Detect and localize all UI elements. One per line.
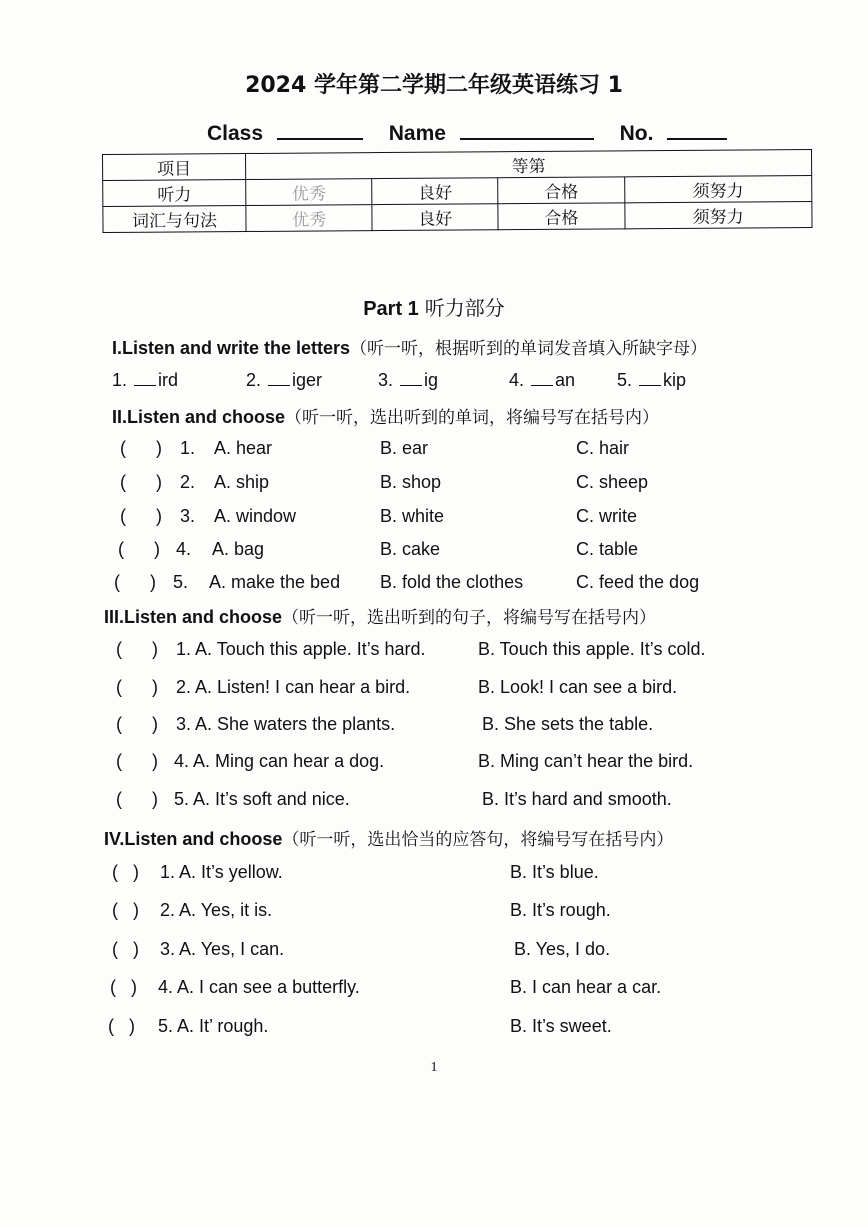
- option-c: C. hair: [576, 438, 630, 458]
- section-heading: [104, 603, 656, 628]
- grade-option[interactable]: 良好: [372, 178, 498, 205]
- grade-table: [102, 149, 813, 233]
- part-title-cn: 听力部分: [424, 296, 505, 320]
- letter-blank[interactable]: [268, 369, 290, 386]
- item-number: 4.: [176, 539, 192, 559]
- item-number: 4.: [509, 370, 525, 390]
- letter-suffix: ird: [158, 370, 179, 390]
- option-b: B. It’s sweet.: [510, 1016, 612, 1036]
- answer-bracket[interactable]: ( ): [114, 572, 156, 592]
- answer-bracket[interactable]: ( ): [112, 900, 139, 920]
- name-blank[interactable]: [460, 118, 594, 140]
- letter-item: [112, 369, 178, 391]
- option-b: B. Look! I can see a bird.: [478, 677, 678, 697]
- section-heading: [104, 825, 673, 850]
- option-b: B. It’s hard and smooth.: [482, 789, 672, 809]
- letter-blank[interactable]: [639, 369, 661, 386]
- part-title: [0, 292, 868, 321]
- option-a: A. ship: [214, 472, 270, 492]
- letter-suffix: an: [555, 370, 576, 390]
- letter-item: [509, 369, 575, 391]
- option-a: 1. A. Touch this apple. It’s hard.: [176, 639, 426, 659]
- section-heading-cn: （听一听，选出恰当的应答句，将编号写在括号内）: [282, 830, 674, 850]
- grade-row-label: 听力: [103, 179, 246, 206]
- answer-bracket[interactable]: ( ): [120, 438, 162, 458]
- item-number: 2.: [246, 370, 262, 390]
- section-heading-cn: （听一听，选出听到的单词，将编号写在括号内）: [285, 408, 660, 428]
- option-b: B. fold the clothes: [380, 572, 524, 592]
- no-label: No.: [619, 122, 654, 145]
- grade-option[interactable]: 优秀: [246, 179, 372, 206]
- answer-bracket[interactable]: ( ): [110, 977, 137, 997]
- letter-item: [617, 369, 686, 391]
- worksheet-title: 2024 学年第二学期二年级英语练习 1: [245, 73, 623, 98]
- option-b: B. Ming can’t hear the bird.: [478, 751, 694, 771]
- section-heading: [112, 403, 659, 428]
- item-number: 3.: [378, 370, 394, 390]
- option-c: C. table: [576, 539, 639, 559]
- option-b: B. white: [380, 506, 445, 526]
- option-c: C. feed the dog: [576, 572, 700, 592]
- part-title-en: Part 1: [363, 298, 419, 320]
- letter-blank[interactable]: [134, 369, 156, 386]
- grade-option[interactable]: 合格: [498, 203, 624, 230]
- student-info-line: [207, 118, 727, 146]
- answer-bracket[interactable]: ( ): [116, 714, 158, 734]
- section-heading-en: I.Listen and write the letters: [112, 338, 351, 358]
- option-a: 3. A. She waters the plants.: [176, 714, 396, 734]
- option-a: 4. A. Ming can hear a dog.: [174, 751, 385, 771]
- option-a: 4. A. I can see a butterfly.: [158, 977, 360, 997]
- grade-option[interactable]: 须努力: [624, 202, 812, 229]
- section-heading-cn: （听一听，根据听到的单词发音填入所缺字母）: [350, 339, 708, 359]
- option-b: B. I can hear a car.: [510, 977, 662, 997]
- answer-bracket[interactable]: ( ): [118, 539, 160, 559]
- option-a: 5. A. It’s soft and nice.: [174, 789, 350, 809]
- grade-row-vocab: [103, 202, 812, 233]
- option-a: A. window: [214, 506, 297, 526]
- name-label: Name: [388, 122, 446, 145]
- letter-blank[interactable]: [531, 369, 553, 386]
- section-heading-en: II.Listen and choose: [112, 407, 286, 427]
- grade-option[interactable]: 合格: [498, 177, 624, 204]
- item-number: 5.: [617, 370, 633, 390]
- class-label: Class: [207, 122, 264, 145]
- answer-bracket[interactable]: ( ): [112, 939, 139, 959]
- class-blank[interactable]: [277, 118, 363, 140]
- option-a: 3. A. Yes, I can.: [160, 939, 285, 959]
- option-b: B. shop: [380, 472, 442, 492]
- answer-bracket[interactable]: ( ): [116, 751, 158, 771]
- option-a: A. bag: [212, 539, 265, 559]
- option-a: A. make the bed: [209, 572, 341, 592]
- option-c: C. sheep: [576, 472, 649, 492]
- item-number: 1.: [112, 370, 128, 390]
- grade-row-label: 词汇与句法: [103, 205, 246, 232]
- grade-option[interactable]: 优秀: [246, 205, 372, 232]
- grade-header-level: 等第: [246, 150, 812, 180]
- answer-bracket[interactable]: ( ): [120, 506, 162, 526]
- option-a: A. hear: [214, 438, 273, 458]
- section-heading: [112, 334, 707, 359]
- answer-bracket[interactable]: ( ): [116, 677, 158, 697]
- section-heading-en: IV.Listen and choose: [104, 829, 283, 849]
- letter-suffix: iger: [292, 370, 323, 390]
- item-number: 1.: [180, 438, 196, 458]
- option-a: 2. A. Yes, it is.: [160, 900, 273, 920]
- item-number: 5.: [173, 572, 189, 592]
- option-b: B. Touch this apple. It’s cold.: [478, 639, 706, 659]
- answer-bracket[interactable]: ( ): [116, 639, 158, 659]
- option-a: 5. A. It’ rough.: [158, 1016, 269, 1036]
- option-b: B. It’s rough.: [510, 900, 611, 920]
- letter-blank[interactable]: [400, 369, 422, 386]
- letter-item: [246, 369, 322, 391]
- grade-header-item: 项目: [103, 153, 246, 180]
- option-c: C. write: [576, 506, 638, 526]
- option-a: 2. A. Listen! I can hear a bird.: [176, 677, 411, 697]
- no-blank[interactable]: [667, 118, 727, 140]
- answer-bracket[interactable]: ( ): [120, 472, 162, 492]
- letter-item: [378, 369, 438, 391]
- grade-option[interactable]: 须努力: [624, 176, 812, 203]
- answer-bracket[interactable]: ( ): [112, 862, 139, 882]
- option-b: B. It’s blue.: [510, 862, 599, 882]
- option-b: B. Yes, I do.: [514, 939, 611, 959]
- letter-suffix: ig: [424, 370, 439, 390]
- section-heading-en: III.Listen and choose: [104, 607, 283, 627]
- grade-option[interactable]: 良好: [372, 204, 498, 231]
- option-b: B. ear: [380, 438, 429, 458]
- option-b: B. cake: [380, 539, 441, 559]
- option-b: B. She sets the table.: [482, 714, 654, 734]
- answer-bracket[interactable]: ( ): [108, 1016, 135, 1036]
- answer-bracket[interactable]: ( ): [116, 789, 158, 809]
- option-a: 1. A. It’s yellow.: [160, 862, 283, 882]
- item-number: 2.: [180, 472, 196, 492]
- page-number: 1: [430, 1060, 438, 1075]
- section-heading-cn: （听一听，选出听到的句子，将编号写在括号内）: [282, 608, 657, 628]
- letter-suffix: kip: [663, 370, 687, 390]
- item-number: 3.: [180, 506, 196, 526]
